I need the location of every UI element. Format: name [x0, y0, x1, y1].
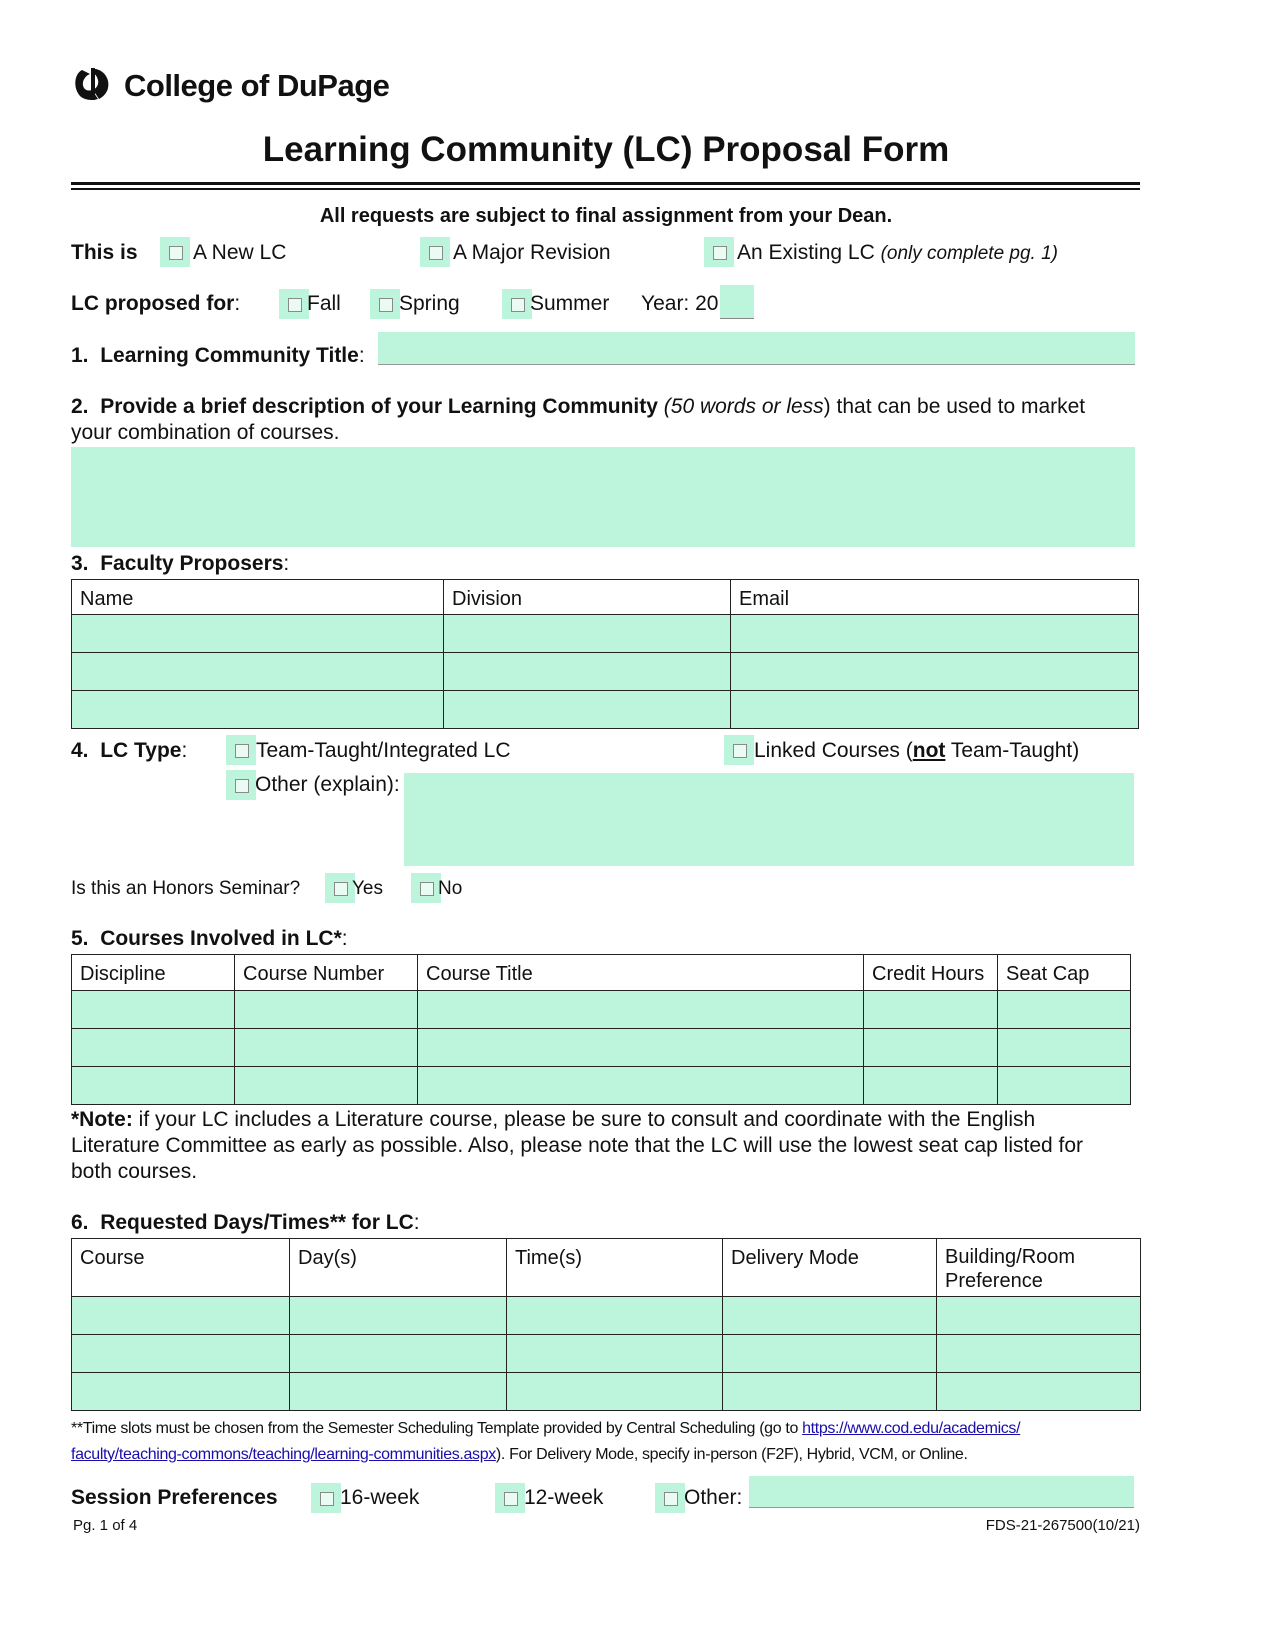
faculty-name-input[interactable] [72, 615, 444, 653]
honors-yes-checkbox[interactable] [325, 873, 355, 903]
college-logo-icon [72, 66, 112, 102]
faculty-division-input[interactable] [444, 615, 731, 653]
course-title-input[interactable] [418, 1029, 864, 1067]
spring-checkbox[interactable] [370, 289, 400, 319]
col-credit-hours-header: Credit Hours [864, 955, 998, 991]
existing-lc-label [737, 241, 1058, 265]
col-seat-cap-header: Seat Cap [998, 955, 1131, 991]
course-title-input[interactable] [418, 1067, 864, 1105]
scheduling-template-link-cont[interactable]: faculty/teaching-commons/teaching/learning-communities.aspx [71, 1446, 496, 1463]
q4-label: 4. LC Type: [71, 739, 188, 762]
table-row [72, 1297, 1141, 1335]
col-discipline-header: Discipline [72, 955, 235, 991]
q1-number: 1. [71, 344, 89, 367]
faculty-name-input[interactable] [72, 653, 444, 691]
schedule-course-input[interactable] [72, 1335, 290, 1373]
schedule-delivery-input[interactable] [723, 1373, 937, 1411]
brand-name: College of DuPage [124, 68, 390, 103]
schedule-delivery-input[interactable] [723, 1335, 937, 1373]
q2-note: (50 words or less [663, 395, 824, 418]
seat-cap-input[interactable] [998, 1067, 1131, 1105]
credit-hours-input[interactable] [864, 991, 998, 1029]
footnote-pre: **Time slots must be chosen from the Semester Scheduling Template provided by Central Scheduling (go to [71, 1420, 803, 1437]
q1-text: Learning Community Title [100, 344, 359, 367]
courses-note-line3: both courses. [71, 1160, 198, 1183]
schedule-times-input[interactable] [507, 1335, 723, 1373]
year-label: Year: 20 [641, 292, 719, 315]
courses-table [71, 954, 1131, 1105]
page-number: Pg. 1 of 4 [73, 1517, 138, 1534]
col-course-header: Course [72, 1239, 290, 1297]
courses-header-row [72, 955, 1131, 991]
col-building-room-header: Building/Room Preference [937, 1239, 1141, 1297]
col-times-header: Time(s) [507, 1239, 723, 1297]
fall-label: Fall [307, 292, 341, 315]
course-number-input[interactable] [235, 1029, 418, 1067]
discipline-input[interactable] [72, 1029, 235, 1067]
table-row [72, 1373, 1141, 1411]
page-title: Learning Community (LC) Proposal Form [262, 130, 950, 169]
faculty-name-input[interactable] [72, 691, 444, 729]
team-taught-checkbox[interactable] [226, 735, 256, 765]
faculty-header-row [72, 580, 1139, 615]
new-lc-label: A New LC [193, 241, 287, 264]
schedule-course-input[interactable] [72, 1297, 290, 1335]
major-revision-label: A Major Revision [453, 241, 611, 264]
linked-courses-checkbox[interactable] [724, 735, 754, 765]
session-12-week-label: 12-week [524, 1486, 604, 1509]
faculty-email-input[interactable] [731, 615, 1139, 653]
year-input[interactable] [720, 285, 754, 319]
note-text-1: if your LC includes a Literature course, please be sure to consult and coordinate with the English [132, 1108, 1036, 1131]
session-other-checkbox[interactable] [655, 1483, 685, 1513]
course-number-input[interactable] [235, 991, 418, 1029]
q6-text: Requested Days/Times** for LC [100, 1211, 414, 1234]
q3-text: Faculty Proposers [100, 552, 284, 575]
honors-no-checkbox[interactable] [411, 873, 441, 903]
q6-number: 6. [71, 1211, 89, 1234]
table-row [72, 1335, 1141, 1373]
courses-note-line2: Literature Committee as early as possible. Also, please note that the LC will use the lowest seat cap listed for [71, 1134, 1084, 1157]
q2-label [71, 395, 1085, 419]
schedule-days-input[interactable] [290, 1335, 507, 1373]
this-is-label: This is [71, 241, 138, 264]
table-row [72, 1067, 1131, 1105]
session-12-week-checkbox[interactable] [495, 1483, 525, 1513]
other-explain-textarea[interactable] [404, 773, 1134, 866]
major-revision-checkbox[interactable] [420, 237, 450, 267]
existing-lc-text: An Existing LC [737, 241, 875, 264]
course-number-input[interactable] [235, 1067, 418, 1105]
seat-cap-input[interactable] [998, 991, 1131, 1029]
scheduling-template-link[interactable]: https://www.cod.edu/academics/ [802, 1420, 1021, 1437]
spring-label: Spring [399, 292, 460, 315]
q1-label: 1. Learning Community Title: [71, 344, 365, 367]
other-type-label: Other (explain): [255, 773, 400, 796]
description-textarea[interactable] [71, 447, 1135, 547]
summer-label: Summer [530, 292, 610, 315]
q2-number: 2. [71, 395, 89, 418]
new-lc-checkbox[interactable] [160, 237, 190, 267]
q2-text: Provide a brief description of your Learning Community [100, 395, 658, 418]
linked-post: Team-Taught) [945, 739, 1080, 762]
days-times-header-row [72, 1239, 1141, 1297]
schedule-room-input[interactable] [937, 1297, 1141, 1335]
course-title-input[interactable] [418, 991, 864, 1029]
team-taught-label: Team-Taught/Integrated LC [256, 739, 511, 762]
table-row [72, 615, 1139, 653]
q5-number: 5. [71, 927, 89, 950]
schedule-times-input[interactable] [507, 1297, 723, 1335]
schedule-course-input[interactable] [72, 1373, 290, 1411]
col-delivery-mode-header: Delivery Mode [723, 1239, 937, 1297]
honors-question: Is this an Honors Seminar? [71, 878, 301, 899]
table-row [72, 691, 1139, 729]
col-name-header: Name [72, 580, 444, 615]
schedule-times-input[interactable] [507, 1373, 723, 1411]
q6-label: 6. Requested Days/Times** for LC: [71, 1211, 420, 1234]
schedule-room-input[interactable] [937, 1373, 1141, 1411]
form-code: FDS-21-267500(10/21) [985, 1517, 1140, 1534]
col-course-number-header: Course Number [235, 955, 418, 991]
linked-not: not [912, 739, 946, 762]
col-days-header: Day(s) [290, 1239, 507, 1297]
note-bold: *Note: [71, 1108, 133, 1131]
col-email-header: Email [731, 580, 1139, 615]
schedule-footnote-line2 [71, 1446, 968, 1464]
q3-number: 3. [71, 552, 89, 575]
courses-note-line1 [71, 1108, 1035, 1132]
q5-text: Courses Involved in LC* [100, 927, 342, 950]
table-row [72, 1029, 1131, 1067]
schedule-days-input[interactable] [290, 1297, 507, 1335]
faculty-email-input[interactable] [731, 691, 1139, 729]
q2-line2: your combination of courses. [71, 421, 340, 444]
discipline-input[interactable] [72, 1067, 235, 1105]
footnote-post: ). For Delivery Mode, specify in-person (F2F), Hybrid, VCM, or Online. [495, 1446, 968, 1463]
schedule-days-input[interactable] [290, 1373, 507, 1411]
dean-notice: All requests are subject to final assignment from your Dean. [319, 205, 893, 227]
q5-label: 5. Courses Involved in LC*: [71, 927, 348, 950]
schedule-delivery-input[interactable] [723, 1297, 937, 1335]
q3-label: 3. Faculty Proposers: [71, 552, 290, 575]
table-row [72, 991, 1131, 1029]
faculty-table [71, 579, 1139, 729]
existing-lc-checkbox[interactable] [704, 237, 734, 267]
col-division-header: Division [444, 580, 731, 615]
title-rule-bottom [71, 188, 1140, 190]
honors-no-label: No [438, 878, 463, 899]
schedule-room-input[interactable] [937, 1335, 1141, 1373]
faculty-division-input[interactable] [444, 691, 731, 729]
credit-hours-input[interactable] [864, 1029, 998, 1067]
q4-number: 4. [71, 739, 89, 762]
faculty-email-input[interactable] [731, 653, 1139, 691]
linked-pre: Linked Courses ( [754, 739, 913, 762]
session-other-input[interactable] [749, 1476, 1134, 1508]
lc-title-input[interactable] [378, 332, 1135, 365]
days-times-table [71, 1238, 1141, 1411]
other-type-checkbox[interactable] [226, 770, 256, 800]
seat-cap-input[interactable] [998, 1029, 1131, 1067]
honors-yes-label: Yes [352, 878, 383, 899]
col-course-title-header: Course Title [418, 955, 864, 991]
discipline-input[interactable] [72, 991, 235, 1029]
q2-rest: ) that can be used to market [823, 395, 1086, 418]
session-16-week-label: 16-week [340, 1486, 420, 1509]
proposed-for-label: LC proposed for: [71, 292, 241, 315]
faculty-division-input[interactable] [444, 653, 731, 691]
fall-checkbox[interactable] [279, 289, 309, 319]
proposed-for-text: LC proposed for [71, 292, 235, 315]
q4-text: LC Type [100, 739, 182, 762]
linked-courses-label [754, 739, 1079, 763]
summer-checkbox[interactable] [502, 289, 532, 319]
table-row [72, 653, 1139, 691]
title-rule-top [71, 182, 1140, 185]
credit-hours-input[interactable] [864, 1067, 998, 1105]
session-16-week-checkbox[interactable] [311, 1483, 341, 1513]
schedule-footnote-line1 [71, 1420, 1020, 1438]
session-other-label: Other: [684, 1486, 743, 1509]
existing-lc-note: (only complete pg. 1) [880, 243, 1058, 264]
session-preferences-label: Session Preferences [71, 1486, 278, 1509]
